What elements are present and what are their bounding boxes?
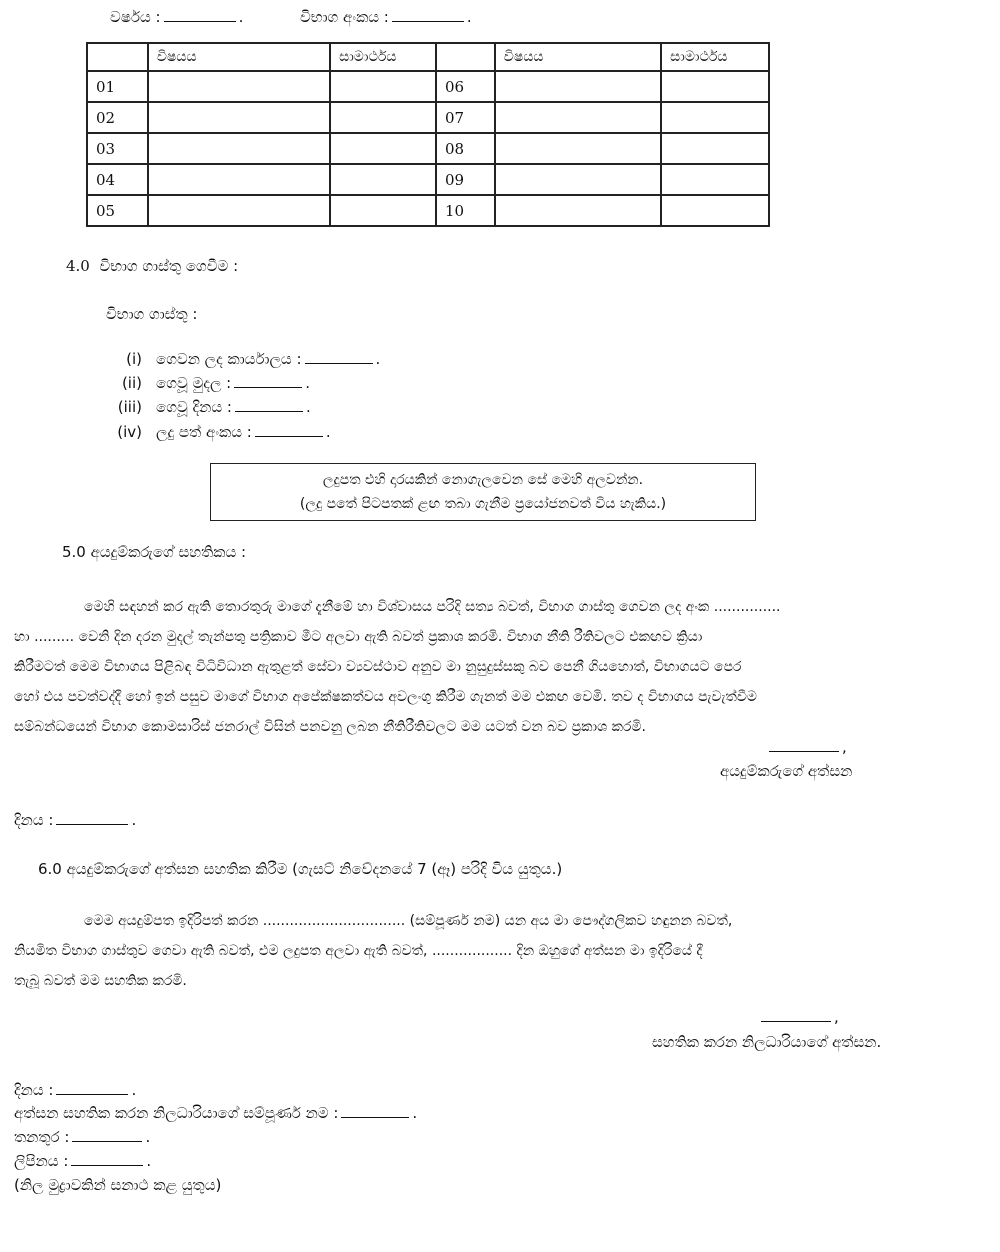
officer-fullname-blank[interactable] bbox=[341, 1116, 409, 1118]
declaration-line: මෙහි සඳහන් කර ඇති තොරතුරු මාගේ දැනීමේ හා විශ්වාසය පරිදි සත්‍ය බවත්, විභාග ගාස්තු ගෙවන ලද අංක ............... bbox=[84, 599, 781, 615]
index-number-blank[interactable] bbox=[392, 20, 464, 22]
declaration-line: හෝ එය පවත්වද්දී හෝ ඉන් පසුව මාගේ විභාග අපේක්ෂකත්වය අවලංගු කිරීම ගැනත් මම එකඟ වෙමි. තව ද විභාගය පැවැත්වීම bbox=[14, 689, 757, 705]
section-6-heading: 6.0 අයදුම්කරුගේ අත්සන සහතික කිරීම (ගැසට් නිවේදනයේ 7 (ඈ) පරිදි විය යුතුය.) bbox=[38, 860, 563, 878]
row-number: 05 bbox=[87, 195, 148, 226]
declaration-line: හා ......... වෙනි දින දරන මුදල් තැන්පතු පත්‍රිකාව මීට අලවා ඇති බවත් ප්‍රකාශ කරමි. විභාග නීති රීතිවලට එකඟව ක්‍රියා bbox=[14, 629, 703, 645]
result-cell[interactable] bbox=[661, 164, 769, 195]
header-result-2: සාමාර්ථය bbox=[661, 43, 769, 71]
result-cell[interactable] bbox=[661, 195, 769, 226]
row-number: 07 bbox=[436, 102, 495, 133]
row-number: 10 bbox=[436, 195, 495, 226]
official-stamp-note: (නිල මුද්‍රාවකින් සනාථ කළ යුතුය) bbox=[14, 1176, 222, 1194]
applicant-declaration bbox=[14, 592, 986, 742]
result-cell[interactable] bbox=[330, 71, 436, 102]
receipt-instruction: ලදුපත එහි දාරයකින් නොගැලවෙන සේ මෙහි අලවන්න. bbox=[322, 472, 644, 488]
result-cell[interactable] bbox=[330, 164, 436, 195]
applicant-date-blank[interactable] bbox=[56, 823, 128, 825]
officer-signature-line[interactable]: , bbox=[758, 1008, 839, 1026]
certification-date-blank[interactable] bbox=[56, 1093, 128, 1095]
declaration-line: කිරීමටත් මෙම විභාගය පිළිබඳ විධිවිධාන ඇතුළත් සේවා ව්‍යවස්ථාව අනුව මා නුසුදුස්සකු බව පෙනී ගියහොත්, විභාගයට පෙර bbox=[14, 659, 742, 675]
officer-fullname-field[interactable]: අත්සන සහතික කරන නිලධාරියාගේ සම්පූර්ණ නම : . bbox=[14, 1104, 418, 1122]
item-number: (iv) bbox=[117, 423, 142, 441]
year-label: වර්ෂය : bbox=[110, 8, 161, 26]
header-subject-1: විෂයය bbox=[148, 43, 330, 71]
receipt-number-blank[interactable] bbox=[255, 435, 323, 437]
subject-cell[interactable] bbox=[495, 133, 661, 164]
paid-office-label: ගෙවන ලද කාර්යාලය : bbox=[156, 350, 302, 368]
row-number: 06 bbox=[436, 71, 495, 102]
paid-office-blank[interactable] bbox=[305, 362, 373, 364]
section-4-heading bbox=[66, 257, 238, 275]
subject-cell[interactable] bbox=[148, 133, 330, 164]
exam-fee-subheading: විභාග ගාස්තු : bbox=[106, 305, 198, 323]
index-number-field[interactable]: විභාග අංකය : . bbox=[300, 8, 472, 26]
header-subject-2: විෂයය bbox=[495, 43, 661, 71]
subjects-table bbox=[86, 42, 770, 227]
result-cell[interactable] bbox=[661, 133, 769, 164]
header-blank-cell bbox=[436, 43, 495, 71]
officer-position-blank[interactable] bbox=[72, 1140, 142, 1142]
receipt-copy-note: (ලදු පතේ පිටපතක් ළඟ තබා ගැනීම ප්‍රයෝජනවත් විය හැකිය.) bbox=[299, 496, 667, 512]
applicant-signature-blank[interactable] bbox=[769, 750, 839, 752]
index-number-label: විභාග අංකය : bbox=[300, 8, 389, 26]
officer-fullname-label: අත්සන සහතික කරන නිලධාරියාගේ සම්පූර්ණ නම : bbox=[14, 1104, 339, 1122]
date-paid-field[interactable]: ගෙවූ දිනය : . bbox=[156, 398, 311, 416]
certification-line: නියමිත විභාග ගාස්තුව ගෙවා ඇති බවත්, එම ලදුපත අලවා ඇති බවත්, .................. දින ඔහුගේ අත්සන මා ඉදිරියේ දී bbox=[14, 943, 703, 959]
result-cell[interactable] bbox=[661, 71, 769, 102]
subject-cell[interactable] bbox=[495, 164, 661, 195]
table-row bbox=[87, 133, 769, 164]
table-header-row bbox=[87, 43, 769, 71]
certification-line: තැබූ බවත් මම සහතික කරමි. bbox=[14, 973, 187, 989]
applicant-signature-label: අයදුම්කරුගේ අත්සන bbox=[720, 762, 853, 780]
item-number: (iii) bbox=[117, 398, 142, 416]
amount-paid-label: ගෙවූ මුදල : bbox=[156, 374, 232, 392]
table-row bbox=[87, 71, 769, 102]
header-blank-cell bbox=[87, 43, 148, 71]
applicant-date-label: දිනය : bbox=[14, 811, 54, 829]
receipt-paste-box[interactable] bbox=[210, 463, 756, 521]
declaration-line: සම්බන්ධයෙන් විභාග කොමසාරිස් ජනරාල් විසින් පනවනු ලබන නීතිරීතිවලට මම යටත් වන බව ප්‍රකාශ කරමි. bbox=[14, 719, 646, 735]
date-paid-label: ගෙවූ දිනය : bbox=[156, 398, 232, 416]
subject-cell[interactable] bbox=[148, 164, 330, 195]
officer-signature-label: සහතික කරන නිලධාරියාගේ අත්සන. bbox=[652, 1033, 882, 1051]
year-blank[interactable] bbox=[164, 20, 236, 22]
row-number: 08 bbox=[436, 133, 495, 164]
result-cell[interactable] bbox=[661, 102, 769, 133]
table-row bbox=[87, 195, 769, 226]
applicant-signature-line[interactable]: , bbox=[766, 738, 847, 756]
row-number: 09 bbox=[436, 164, 495, 195]
subject-cell[interactable] bbox=[495, 102, 661, 133]
row-number: 04 bbox=[87, 164, 148, 195]
row-number: 03 bbox=[87, 133, 148, 164]
section-4-title: විභාග ගාස්තු ගෙවීම : bbox=[99, 257, 239, 275]
officer-position-field[interactable]: තනතුර : . bbox=[14, 1128, 151, 1146]
header-result-1: සාමාර්ථය bbox=[330, 43, 436, 71]
table-row bbox=[87, 164, 769, 195]
subject-cell[interactable] bbox=[148, 195, 330, 226]
section-5-heading: 5.0 අයදුම්කරුගේ සහතිකය : bbox=[62, 543, 247, 561]
amount-paid-field[interactable]: ගෙවූ මුදල : . bbox=[156, 374, 310, 392]
section-4-number: 4.0 bbox=[66, 257, 90, 275]
year-field[interactable]: වර්ෂය : . bbox=[110, 8, 244, 26]
subject-cell[interactable] bbox=[495, 71, 661, 102]
signature-certification bbox=[14, 906, 986, 996]
officer-address-label: ලිපිනය : bbox=[14, 1152, 69, 1170]
row-number: 01 bbox=[87, 71, 148, 102]
subject-cell[interactable] bbox=[148, 102, 330, 133]
subject-cell[interactable] bbox=[495, 195, 661, 226]
certification-date-label: දිනය : bbox=[14, 1081, 54, 1099]
item-number: (i) bbox=[126, 350, 142, 368]
receipt-number-field[interactable]: ලදු පත් අංකය : . bbox=[156, 423, 331, 441]
officer-position-label: තනතුර : bbox=[14, 1128, 70, 1146]
row-number: 02 bbox=[87, 102, 148, 133]
receipt-number-label: ලදු පත් අංකය : bbox=[156, 423, 252, 441]
certification-date-field[interactable]: දිනය : . bbox=[14, 1081, 137, 1099]
certification-line: මෙම අයදුම්පත ඉදිරිපත් කරන ................................ (සම්පූර්ණ නම) යන අය මා පෞද්ගලිකව හඳුනන බවත්, bbox=[84, 913, 733, 929]
result-cell[interactable] bbox=[330, 133, 436, 164]
subject-cell[interactable] bbox=[148, 71, 330, 102]
date-paid-blank[interactable] bbox=[235, 410, 303, 412]
amount-paid-blank[interactable] bbox=[234, 386, 302, 388]
paid-office-field[interactable]: ගෙවන ලද කාර්යාලය : . bbox=[156, 350, 381, 368]
table-row bbox=[87, 102, 769, 133]
result-cell[interactable] bbox=[330, 195, 436, 226]
applicant-date-field[interactable]: දිනය : . bbox=[14, 811, 137, 829]
officer-signature-blank[interactable] bbox=[761, 1020, 831, 1022]
result-cell[interactable] bbox=[330, 102, 436, 133]
item-number: (ii) bbox=[121, 374, 142, 392]
officer-address-blank[interactable] bbox=[71, 1164, 143, 1166]
officer-address-field[interactable]: ලිපිනය : . bbox=[14, 1152, 152, 1170]
